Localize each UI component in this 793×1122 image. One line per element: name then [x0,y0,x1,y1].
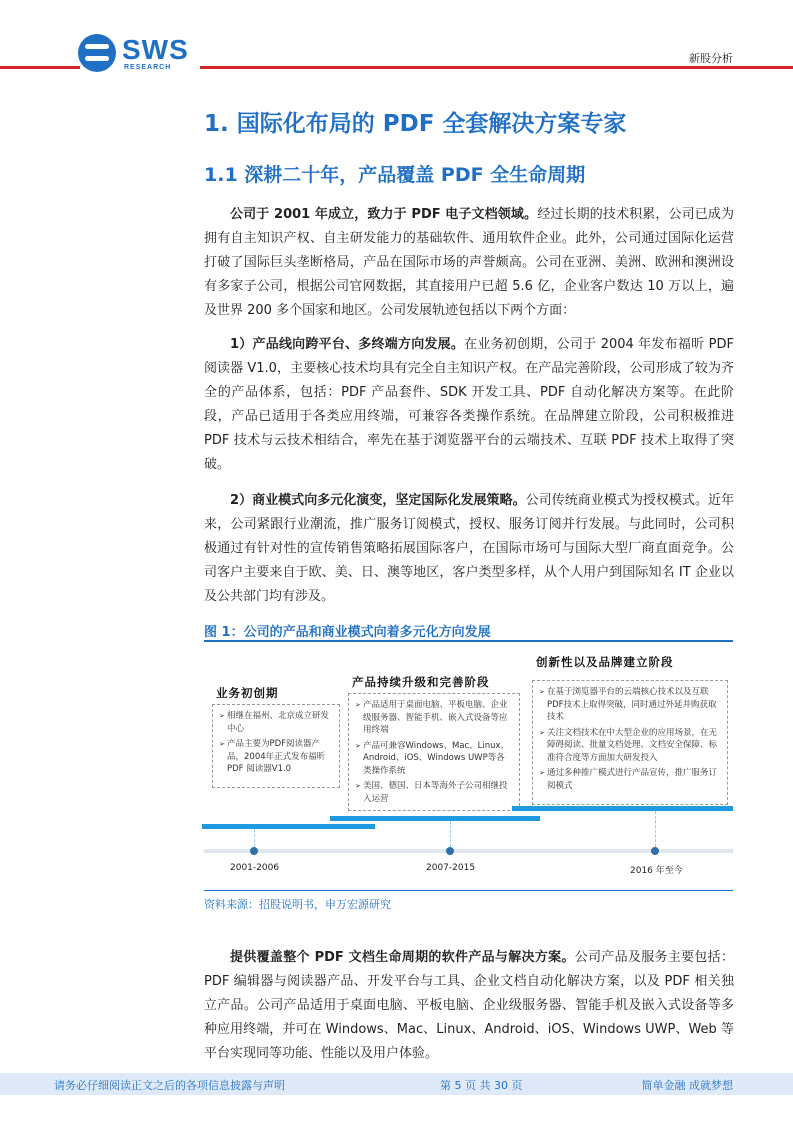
paragraph-lead: 2）商业模式向多元化演变，坚定国际化发展策略。 [230,493,526,508]
timeline-connector [254,829,255,847]
phase-3-title: 创新性以及品牌建立阶段 [536,655,674,669]
page-number: 第 5 页 共 30 页 [440,1079,523,1092]
paragraph-lead: 公司于 2001 年成立，致力于 PDF 电子文档领域。 [230,207,538,222]
paragraph-body: 公司传统商业模式为授权模式。近年来，公司紧跟行业潮流，推广服务订阅模式，授权、服务订阅并行发展。与此同时，公司积极通过有针对性的宣传销售策略拓展国际客户，在国际市场可与国际大型厂商直面竞争。公司客户主要来自于欧、美、日、澳等地区，客户类型多样，从个人用户到国际知名 IT 企业以及公共部门均有涉及。 [204,493,734,604]
page-footer [0,1073,793,1095]
phase-2-item: ➢ 产品适用于桌面电脑、平板电脑、企业级服务器、智能手机、嵌入式设备等应用终端 [355,699,513,737]
phase-2-box [348,693,520,811]
sws-logo-icon [78,34,116,72]
phase-1-bar [202,824,375,829]
phase-3-box [532,680,728,805]
phase-1-item: ➢ 相继在福州、北京成立研发中心 [219,710,333,735]
timeline-dot [446,847,454,855]
phase-1-title: 业务初创期 [216,686,279,700]
footer-disclaimer: 请务必仔细阅读正文之后的各项信息披露与声明 [54,1079,285,1092]
header-divider-left [0,66,80,69]
paragraph-business-model [204,489,734,609]
paragraph-products [204,946,734,1066]
paragraph-company-intro [204,203,734,323]
logo-text: SWS [122,34,189,65]
footer-slogan: 简单金融 成就梦想 [641,1079,733,1092]
logo-subtext: RESEARCH [124,64,172,71]
timeline-year-label: 2007-2015 [426,863,476,873]
paragraph-lead: 提供覆盖整个 PDF 文档生命周期的软件产品与解决方案。 [230,950,575,965]
phase-2-bar [330,816,540,821]
timeline-year-label: 2016 年至今 [630,866,683,876]
figure-top-rule [204,640,733,642]
paragraph-body: 经过长期的技术积累，公司已成为拥有自主知识产权、自主研发能力的基础软件、通用软件企业。此外，公司通过国际化运营打破了国际巨头垄断格局，产品在国际市场的声誉颇高。公司在亚洲、美洲、欧洲和澳洲设有多家子公司，根据公司官网数据，其直接用户已超 5.6 亿，企业客户数达 10 万以上，遍及世界 200 多个国家和地区。公司发展轨迹包括以下两个方面： [204,207,734,318]
phase-3-item: ➢ 通过多种推广模式进行产品宣传，推广服务订阅模式 [539,767,721,792]
paragraph-body: 在业务初创期，公司于 2004 年发布福昕 PDF 阅读器 V1.0，主要核心技术均具有完全自主知识产权。在产品完善阶段，公司形成了较为齐全的产品体系，包括：PDF 产品套件、SDK 开发工具、PDF 自动化解决方案等。在此阶段，产品已适用于各类应用终端，可兼容各类操作系统。在品牌建立阶段，公司积极推进 PDF 技术与云技术相结合，率先在基于浏览器平台的云端技术、互联 PDF 技术上取得了突破。 [204,337,735,472]
header-divider-right [200,66,793,69]
phase-3-bar [512,806,733,811]
timeline-connector [450,821,451,847]
phase-2-item: ➢ 产品可兼容Windows、Mac、Linux、Android、iOS、Windows UWP等各类操作系统 [355,740,513,778]
phase-3-item: ➢ 在基于浏览器平台的云端核心技术以及互联PDF技术上取得突破，同时通过外延并购获取技术 [539,686,721,724]
phase-2-item: ➢ 美国、德国、日本等海外子公司相继投入运营 [355,780,513,805]
figure-source: 资料来源：招股说明书，申万宏源研究 [204,898,391,911]
figure-bottom-rule [204,890,733,891]
phase-1-item: ➢ 产品主要为PDF阅读器产品，2004年正式发布福昕PDF 阅读器V1.0 [219,738,333,776]
paragraph-body: 公司产品及服务主要包括：PDF 编辑器与阅读器产品、开发平台与工具、企业文档自动化解决方案，以及 PDF 相关独立产品。公司产品适用于桌面电脑、平板电脑、企业级服务器、智能手机及嵌入式设备等多种应用终端，并可在 Windows、Mac、Linux、Android、iOS、Windows UWP、Web 等平台实现同等功能、性能以及用户体验。 [204,950,734,1061]
report-type-tag: 新股分析 [689,52,733,65]
paragraph-product-line [204,333,734,477]
timeline-dot [651,847,659,855]
subsection-heading: 1.1 深耕二十年，产品覆盖 PDF 全生命周期 [204,164,586,186]
phase-2-title: 产品持续升级和完善阶段 [352,675,490,689]
figure-title: 图 1：公司的产品和商业模式向着多元化方向发展 [204,625,491,640]
phase-1-box [212,704,340,788]
timeline-dot [250,847,258,855]
timeline-year-label: 2001-2006 [230,863,280,873]
timeline-connector [655,811,656,847]
phase-3-item: ➢ 关注文档技术在中大型企业的应用场景，在无障碍阅读、批量文档处理、文档安全保障、标准符合度等方面加大研发投入 [539,727,721,765]
sws-logo [78,34,198,74]
section-heading: 1. 国际化布局的 PDF 全套解决方案专家 [204,111,627,137]
paragraph-lead: 1）产品线向跨平台、多终端方向发展。 [230,337,465,352]
